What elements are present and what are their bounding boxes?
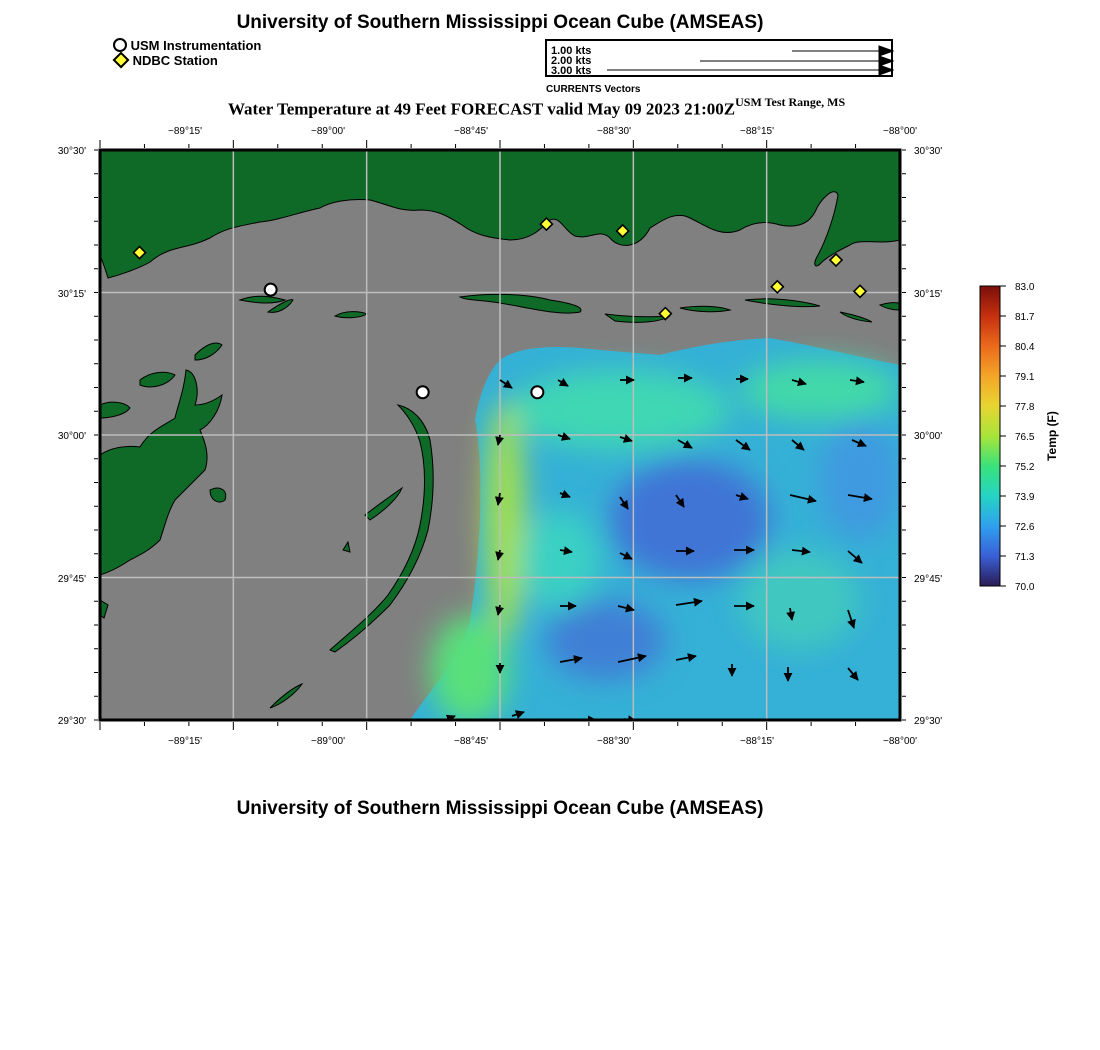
- colorbar-tick-label: 71.3: [1015, 552, 1035, 563]
- map-area: [100, 150, 900, 725]
- right-tick-label: 30°15': [914, 289, 943, 300]
- right-tick-label: 30°00': [914, 431, 943, 442]
- left-tick-label: 30°00': [57, 431, 86, 442]
- usm-station-marker: [531, 386, 543, 398]
- colorbar-tick-label: 83.0: [1015, 282, 1035, 293]
- bottom-tick-label: −89°15': [168, 736, 202, 747]
- bottom-tick-label: −88°45': [454, 736, 488, 747]
- top-tick-label: −88°15': [740, 126, 774, 137]
- top-tick-label: −89°00': [311, 126, 345, 137]
- top-tick-label: −88°00': [883, 126, 917, 137]
- legend-ndbc-label: NDBC Station: [132, 53, 218, 68]
- colorbar-tick-label: 76.5: [1015, 432, 1035, 443]
- left-tick-label: 30°30': [57, 146, 86, 157]
- top-tick-label: −88°30': [597, 126, 631, 137]
- left-axis-labels: [58, 146, 86, 727]
- bottom-tick-label: −88°30': [597, 736, 631, 747]
- vector-key-label-1: 1.00 kts: [551, 45, 592, 57]
- colorbar-tick-label: 80.4: [1015, 342, 1035, 353]
- legend-usm-label: USM Instrumentation: [130, 38, 262, 53]
- colorbar-tick-label: 81.7: [1015, 312, 1035, 323]
- colorbar-tick-label: 79.1: [1015, 372, 1035, 383]
- top-tick-label: −89°15': [168, 126, 202, 137]
- usm-station-marker: [417, 386, 429, 398]
- colorbar-gradient: [980, 286, 1000, 586]
- temperature-field: [410, 338, 900, 725]
- vector-key-caption: CURRENTS Vectors: [546, 84, 641, 95]
- right-tick-label: 29°30': [914, 716, 943, 727]
- colorbar-tick-label: 73.9: [1015, 492, 1035, 503]
- colorbar-tick-label: 70.0: [1015, 582, 1035, 593]
- bottom-tick-label: −89°00': [311, 736, 345, 747]
- top-tick-label: −88°45': [454, 126, 488, 137]
- colorbar-tick-label: 75.2: [1015, 462, 1035, 473]
- colorbar-tick-labels: [1015, 282, 1035, 593]
- top-axis-labels: [168, 126, 917, 137]
- bottom-tick-label: −88°15': [740, 736, 774, 747]
- left-tick-label: 29°45': [57, 574, 86, 585]
- bottom-axis-labels: [168, 736, 917, 747]
- left-tick-label: 30°15': [57, 289, 86, 300]
- subtitle-location: USM Test Range, MS: [735, 95, 846, 109]
- left-tick-label: 29°30': [57, 716, 86, 727]
- colorbar-tick-label: 77.8: [1015, 402, 1035, 413]
- colorbar-label: Temp (F): [1045, 411, 1059, 461]
- usm-station-marker: [265, 284, 277, 296]
- right-tick-label: 29°45': [914, 574, 943, 585]
- vector-key-label-2: 2.00 kts: [551, 55, 592, 67]
- bottom-tick-label: −88°00': [883, 736, 917, 747]
- vector-key-label-3: 3.00 kts: [551, 65, 592, 77]
- bottom-title: University of Southern Mississippi Ocean Cube (AMSEAS): [236, 798, 764, 819]
- colorbar-tick-label: 72.6: [1015, 522, 1035, 533]
- page-title: University of Southern Mississippi Ocean Cube (AMSEAS): [236, 12, 764, 33]
- right-tick-label: 30°30': [914, 146, 943, 157]
- subtitle-text: Water Temperature at 49 Feet FORECAST valid May 09 2023 21:00Z: [228, 99, 736, 119]
- right-axis-labels: [914, 146, 942, 727]
- colorbar: [980, 282, 1059, 593]
